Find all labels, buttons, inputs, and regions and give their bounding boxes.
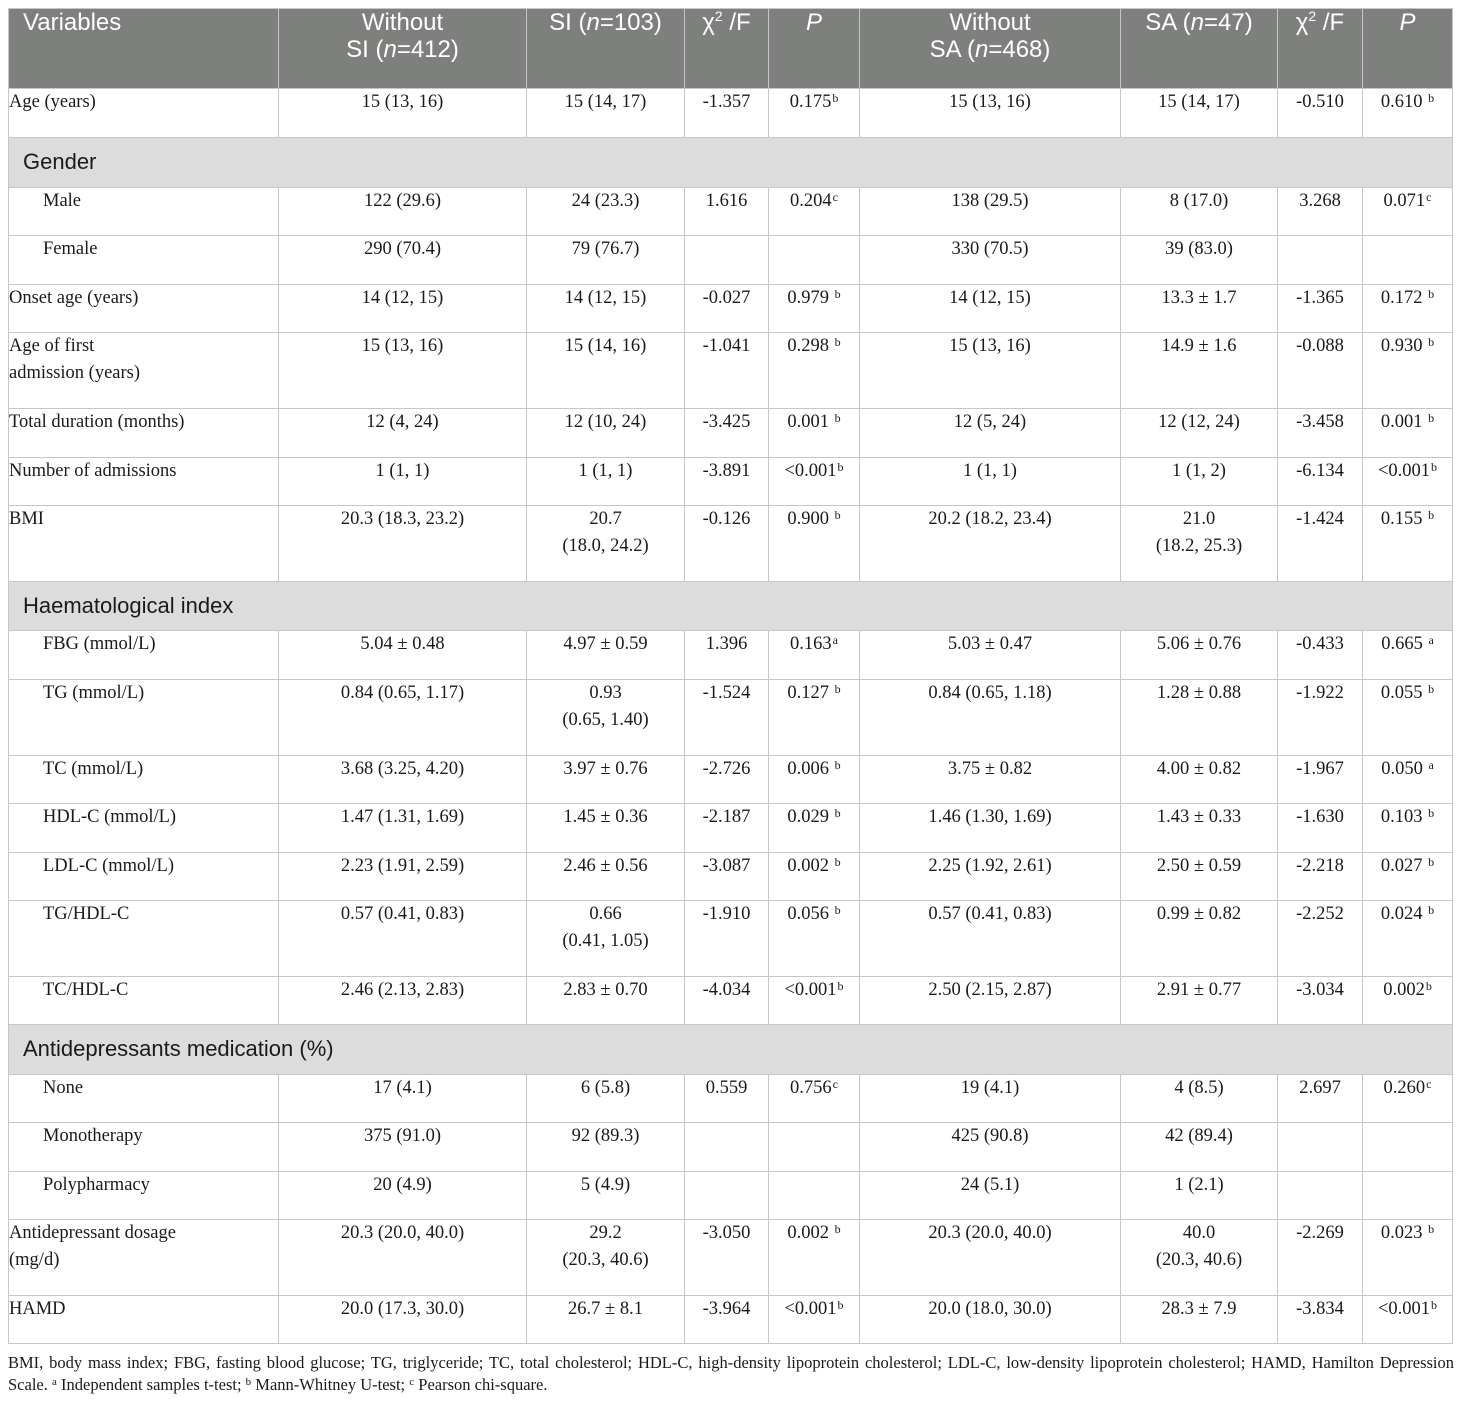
cell-si: 1.45 ± 0.36	[527, 804, 685, 853]
cell-sa: 14.9 ± 1.6	[1121, 333, 1278, 409]
cell-chi-1	[685, 1123, 769, 1172]
col-header-without-si: Without SI (n=412)	[279, 9, 527, 89]
col-header-p-1: P	[769, 9, 860, 89]
row-label: TG/HDL-C	[9, 901, 279, 977]
cell-without-si: 375 (91.0)	[279, 1123, 527, 1172]
cell-chi-1: -4.034	[685, 977, 769, 1025]
cell-chi-2: 3.268	[1278, 188, 1363, 236]
cell-chi-2: -0.510	[1278, 89, 1363, 138]
table-row	[9, 977, 1453, 1025]
cell-chi-1: -1.910	[685, 901, 769, 977]
cell-without-sa: 12 (5, 24)	[860, 409, 1121, 458]
table-row	[9, 1296, 1453, 1344]
table-row	[9, 236, 1453, 285]
table-row	[9, 506, 1453, 582]
cell-p-1: 0.175$^b$	[769, 89, 860, 138]
row-label: Number of admissions	[9, 458, 279, 506]
cell-chi-2: -2.252	[1278, 901, 1363, 977]
cell-si: 0.66 (0.41, 1.05)	[527, 901, 685, 977]
cell-p-1: <0.001$^b$	[769, 977, 860, 1025]
cell-without-sa: 19 (4.1)	[860, 1075, 1121, 1123]
cell-chi-2	[1278, 1172, 1363, 1220]
cell-without-si: 2.23 (1.91, 2.59)	[279, 853, 527, 901]
cell-without-si: 290 (70.4)	[279, 236, 527, 285]
cell-without-si: 14 (12, 15)	[279, 285, 527, 333]
cell-sa: 4.00 ± 0.82	[1121, 756, 1278, 804]
cell-chi-2: -0.088	[1278, 333, 1363, 409]
cell-chi-1: -1.041	[685, 333, 769, 409]
cell-sa: 1 (1, 2)	[1121, 458, 1278, 506]
cell-chi-2: -3.034	[1278, 977, 1363, 1025]
cell-si: 5 (4.9)	[527, 1172, 685, 1220]
row-label: HDL-C (mmol/L)	[9, 804, 279, 853]
cell-without-si: 20.3 (18.3, 23.2)	[279, 506, 527, 582]
row-label: TC/HDL-C	[9, 977, 279, 1025]
cell-p-1: 0.163$^a$	[769, 631, 860, 680]
cell-chi-1: -1.357	[685, 89, 769, 138]
cell-chi-2: -2.269	[1278, 1220, 1363, 1296]
row-label: FBG (mmol/L)	[9, 631, 279, 680]
row-label: HAMD	[9, 1296, 279, 1344]
cell-without-sa: 14 (12, 15)	[860, 285, 1121, 333]
cell-without-sa: 20.0 (18.0, 30.0)	[860, 1296, 1121, 1344]
section-title: Gender	[9, 138, 1453, 188]
table-row	[9, 1172, 1453, 1220]
cell-without-si: 15 (13, 16)	[279, 89, 527, 138]
cell-without-sa: 15 (13, 16)	[860, 333, 1121, 409]
table-row	[9, 631, 1453, 680]
row-label: Total duration (months)	[9, 409, 279, 458]
cell-si: 1 (1, 1)	[527, 458, 685, 506]
table-row	[9, 409, 1453, 458]
col-header-p-2: P	[1363, 9, 1453, 89]
cell-sa: 1.43 ± 0.33	[1121, 804, 1278, 853]
cell-chi-1: -3.050	[685, 1220, 769, 1296]
table-row	[9, 901, 1453, 977]
cell-without-si: 1 (1, 1)	[279, 458, 527, 506]
cell-si: 26.7 ± 8.1	[527, 1296, 685, 1344]
cell-chi-2: -6.134	[1278, 458, 1363, 506]
table-footnote: BMI, body mass index; FBG, fasting blood glucose; TG, triglyceride; TC, total cholesterol; HDL-C, high-density lipoprotein cholesterol; LDL-C, low-density lipoprotein cholesterol; HAMD, Hamilton Depression Scale. $^a$ Independent samples t-test; $^b$ Mann-Whitney U-test; $^c$ Pearson chi-square.	[8, 1353, 1454, 1394]
cell-without-sa: 20.3 (20.0, 40.0)	[860, 1220, 1121, 1296]
cell-chi-1: 1.396	[685, 631, 769, 680]
cell-p-2: 0.665 $^a$	[1363, 631, 1453, 680]
row-label: TC (mmol/L)	[9, 756, 279, 804]
cell-p-2: 0.172 $^b$	[1363, 285, 1453, 333]
table-row	[9, 1220, 1453, 1296]
cell-without-sa: 20.2 (18.2, 23.4)	[860, 506, 1121, 582]
cell-chi-2: -2.218	[1278, 853, 1363, 901]
cell-si: 24 (23.3)	[527, 188, 685, 236]
cell-sa: 5.06 ± 0.76	[1121, 631, 1278, 680]
cell-p-2: 0.050 $^a$	[1363, 756, 1453, 804]
table-row	[9, 285, 1453, 333]
section-row-gender	[9, 138, 1453, 188]
cell-chi-2	[1278, 236, 1363, 285]
cell-p-1: 0.029 $^b$	[769, 804, 860, 853]
cell-without-si: 0.57 (0.41, 0.83)	[279, 901, 527, 977]
cell-p-2	[1363, 1123, 1453, 1172]
cell-si: 15 (14, 16)	[527, 333, 685, 409]
cell-sa: 40.0 (20.3, 40.6)	[1121, 1220, 1278, 1296]
cell-sa: 2.91 ± 0.77	[1121, 977, 1278, 1025]
header-row	[9, 9, 1453, 89]
cell-chi-1: 0.559	[685, 1075, 769, 1123]
cell-chi-2	[1278, 1123, 1363, 1172]
cell-si: 92 (89.3)	[527, 1123, 685, 1172]
cell-si: 12 (10, 24)	[527, 409, 685, 458]
row-label: Antidepressant dosage (mg/d)	[9, 1220, 279, 1296]
cell-si: 20.7 (18.0, 24.2)	[527, 506, 685, 582]
cell-p-1	[769, 236, 860, 285]
cell-without-sa: 425 (90.8)	[860, 1123, 1121, 1172]
row-label: Monotherapy	[9, 1123, 279, 1172]
cell-p-2	[1363, 1172, 1453, 1220]
section-title: Antidepressants medication (%)	[9, 1025, 1453, 1075]
cell-p-1	[769, 1123, 860, 1172]
cell-without-si: 1.47 (1.31, 1.69)	[279, 804, 527, 853]
table-row	[9, 1123, 1453, 1172]
cell-without-sa: 330 (70.5)	[860, 236, 1121, 285]
cell-p-1: 0.006 $^b$	[769, 756, 860, 804]
cell-p-2: 0.024 $^b$	[1363, 901, 1453, 977]
cell-p-1	[769, 1172, 860, 1220]
row-label: Age of first admission (years)	[9, 333, 279, 409]
cell-si: 2.83 ± 0.70	[527, 977, 685, 1025]
cell-si: 14 (12, 15)	[527, 285, 685, 333]
cell-p-2: 0.610 $^b$	[1363, 89, 1453, 138]
cell-p-2: 0.103 $^b$	[1363, 804, 1453, 853]
cell-p-1: 0.002 $^b$	[769, 1220, 860, 1296]
table-row	[9, 680, 1453, 756]
cell-p-1: 0.127 $^b$	[769, 680, 860, 756]
table-row	[9, 756, 1453, 804]
cell-sa: 2.50 ± 0.59	[1121, 853, 1278, 901]
cell-without-sa: 2.25 (1.92, 2.61)	[860, 853, 1121, 901]
row-label: None	[9, 1075, 279, 1123]
cell-sa: 21.0 (18.2, 25.3)	[1121, 506, 1278, 582]
table-row	[9, 188, 1453, 236]
table-row	[9, 804, 1453, 853]
cell-si: 79 (76.7)	[527, 236, 685, 285]
cell-without-sa: 1.46 (1.30, 1.69)	[860, 804, 1121, 853]
cell-chi-1: -0.027	[685, 285, 769, 333]
cell-chi-2: -1.365	[1278, 285, 1363, 333]
cell-sa: 13.3 ± 1.7	[1121, 285, 1278, 333]
cell-chi-2: -1.967	[1278, 756, 1363, 804]
cell-chi-1: -3.964	[685, 1296, 769, 1344]
cell-si: 0.93 (0.65, 1.40)	[527, 680, 685, 756]
section-row-haematological	[9, 582, 1453, 631]
cell-sa: 15 (14, 17)	[1121, 89, 1278, 138]
section-row-antidepressants	[9, 1025, 1453, 1075]
cell-without-sa: 24 (5.1)	[860, 1172, 1121, 1220]
cell-chi-2: -1.922	[1278, 680, 1363, 756]
cell-p-1: 0.002 $^b$	[769, 853, 860, 901]
col-header-without-sa: Without SA (n=468)	[860, 9, 1121, 89]
cell-chi-2: -3.834	[1278, 1296, 1363, 1344]
cell-chi-1	[685, 236, 769, 285]
cell-p-2: <0.001$^b$	[1363, 1296, 1453, 1344]
cell-without-sa: 3.75 ± 0.82	[860, 756, 1121, 804]
cell-p-2: 0.055 $^b$	[1363, 680, 1453, 756]
table-row	[9, 333, 1453, 409]
cell-chi-2: -3.458	[1278, 409, 1363, 458]
table-row	[9, 853, 1453, 901]
cell-si: 6 (5.8)	[527, 1075, 685, 1123]
cell-without-si: 17 (4.1)	[279, 1075, 527, 1123]
cell-sa: 39 (83.0)	[1121, 236, 1278, 285]
cell-p-2: 0.260$^c$	[1363, 1075, 1453, 1123]
cell-without-sa: 0.84 (0.65, 1.18)	[860, 680, 1121, 756]
cell-without-si: 12 (4, 24)	[279, 409, 527, 458]
col-header-chi-1: $\chi^2$ /F	[685, 9, 769, 89]
cell-p-2: <0.001$^b$	[1363, 458, 1453, 506]
cell-p-1: 0.298 $^b$	[769, 333, 860, 409]
cell-p-1: 0.979 $^b$	[769, 285, 860, 333]
cell-without-sa: 138 (29.5)	[860, 188, 1121, 236]
cell-sa: 8 (17.0)	[1121, 188, 1278, 236]
cell-sa: 42 (89.4)	[1121, 1123, 1278, 1172]
cell-without-si: 3.68 (3.25, 4.20)	[279, 756, 527, 804]
col-header-chi-2: $\chi^2$ /F	[1278, 9, 1363, 89]
row-label: Age (years)	[9, 89, 279, 138]
cell-p-2	[1363, 236, 1453, 285]
cell-sa: 0.99 ± 0.82	[1121, 901, 1278, 977]
cell-chi-1: -1.524	[685, 680, 769, 756]
cell-si: 29.2 (20.3, 40.6)	[527, 1220, 685, 1296]
row-label: Male	[9, 188, 279, 236]
row-label: Polypharmacy	[9, 1172, 279, 1220]
table-row	[9, 458, 1453, 506]
col-header-variables: Variables	[9, 9, 279, 89]
row-label: TG (mmol/L)	[9, 680, 279, 756]
cell-si: 2.46 ± 0.56	[527, 853, 685, 901]
cell-si: 4.97 ± 0.59	[527, 631, 685, 680]
cell-p-1: 0.204$^c$	[769, 188, 860, 236]
table-row	[9, 1075, 1453, 1123]
row-label: BMI	[9, 506, 279, 582]
cell-chi-1: -2.187	[685, 804, 769, 853]
cell-chi-2: -1.630	[1278, 804, 1363, 853]
cell-chi-1: -2.726	[685, 756, 769, 804]
cell-si: 3.97 ± 0.76	[527, 756, 685, 804]
cell-p-1: <0.001$^b$	[769, 1296, 860, 1344]
cell-p-1: 0.001 $^b$	[769, 409, 860, 458]
cell-p-1: <0.001$^b$	[769, 458, 860, 506]
cell-chi-1: -3.425	[685, 409, 769, 458]
cell-p-2: 0.071$^c$	[1363, 188, 1453, 236]
cell-without-sa: 0.57 (0.41, 0.83)	[860, 901, 1121, 977]
cell-p-2: 0.027 $^b$	[1363, 853, 1453, 901]
cell-chi-1: 1.616	[685, 188, 769, 236]
cell-without-si: 20 (4.9)	[279, 1172, 527, 1220]
cell-sa: 4 (8.5)	[1121, 1075, 1278, 1123]
row-label: Female	[9, 236, 279, 285]
cell-p-1: 0.056 $^b$	[769, 901, 860, 977]
cell-p-2: 0.002$^b$	[1363, 977, 1453, 1025]
row-label: LDL-C (mmol/L)	[9, 853, 279, 901]
cell-chi-2: -0.433	[1278, 631, 1363, 680]
cell-without-sa: 5.03 ± 0.47	[860, 631, 1121, 680]
cell-without-si: 20.0 (17.3, 30.0)	[279, 1296, 527, 1344]
cell-sa: 1 (2.1)	[1121, 1172, 1278, 1220]
cell-chi-2: 2.697	[1278, 1075, 1363, 1123]
cell-sa: 12 (12, 24)	[1121, 409, 1278, 458]
cell-p-2: 0.001 $^b$	[1363, 409, 1453, 458]
cell-p-2: 0.930 $^b$	[1363, 333, 1453, 409]
cell-chi-2: -1.424	[1278, 506, 1363, 582]
cell-without-si: 122 (29.6)	[279, 188, 527, 236]
table-row	[9, 89, 1453, 138]
cell-sa: 1.28 ± 0.88	[1121, 680, 1278, 756]
cell-si: 15 (14, 17)	[527, 89, 685, 138]
cell-p-1: 0.900 $^b$	[769, 506, 860, 582]
cell-without-si: 2.46 (2.13, 2.83)	[279, 977, 527, 1025]
cell-sa: 28.3 ± 7.9	[1121, 1296, 1278, 1344]
cell-without-si: 20.3 (20.0, 40.0)	[279, 1220, 527, 1296]
cell-without-sa: 1 (1, 1)	[860, 458, 1121, 506]
cell-chi-1: -3.891	[685, 458, 769, 506]
cell-without-sa: 2.50 (2.15, 2.87)	[860, 977, 1121, 1025]
section-title: Haematological index	[9, 582, 1453, 631]
col-header-si: SI (n=103)	[527, 9, 685, 89]
cell-chi-1	[685, 1172, 769, 1220]
cell-without-si: 15 (13, 16)	[279, 333, 527, 409]
cell-chi-1: -0.126	[685, 506, 769, 582]
cell-without-si: 0.84 (0.65, 1.17)	[279, 680, 527, 756]
row-label: Onset age (years)	[9, 285, 279, 333]
cell-without-si: 5.04 ± 0.48	[279, 631, 527, 680]
results-table	[8, 8, 1453, 1344]
cell-chi-1: -3.087	[685, 853, 769, 901]
cell-p-1: 0.756$^c$	[769, 1075, 860, 1123]
col-header-sa: SA (n=47)	[1121, 9, 1278, 89]
cell-without-sa: 15 (13, 16)	[860, 89, 1121, 138]
cell-p-2: 0.023 $^b$	[1363, 1220, 1453, 1296]
cell-p-2: 0.155 $^b$	[1363, 506, 1453, 582]
